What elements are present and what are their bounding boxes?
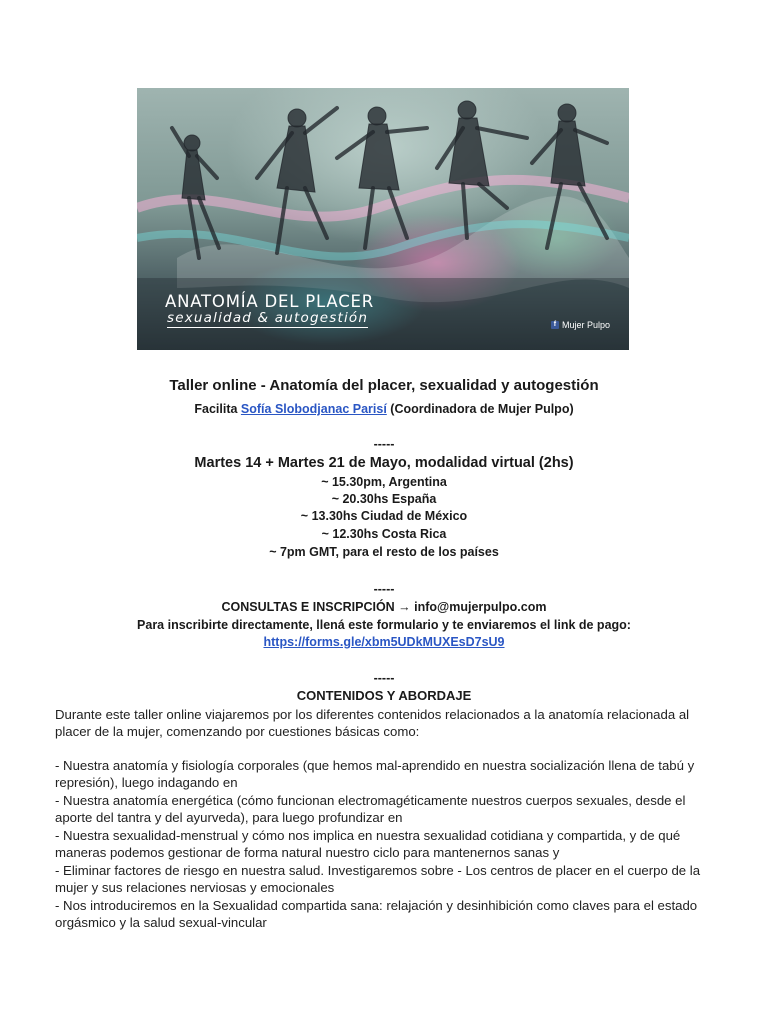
content-item: - Nuestra anatomía y fisiología corporales (que hemos mal-aprendido en nuestra socialización llena de tabú y represión), luego indagando en bbox=[55, 758, 695, 790]
separator: ----- bbox=[373, 582, 395, 596]
time-costa-rica: ~ 12.30hs Costa Rica bbox=[321, 527, 447, 541]
content-item: - Nuestra sexualidad-menstrual y cómo nos implica en nuestra sexualidad cotidiana y compartida, y de qué maneras podemos gestionar de forma natural nuestro ciclo para mantenernos sanas y bbox=[55, 828, 681, 860]
contact-heading: CONSULTAS E INSCRIPCIÓN → info@mujerpulpo.com bbox=[221, 600, 547, 614]
content-item: - Nuestra anatomía energética (cómo funcionan electromagéticamente nuestros cuerpos sexuales, desde el aporte del tantra y del ayurveda), para luego profundizar en bbox=[55, 793, 686, 825]
banner-subtitle: sexualidad & autogestión bbox=[167, 310, 369, 326]
facilitator-prefix: Facilita bbox=[194, 402, 238, 416]
separator: ----- bbox=[373, 671, 395, 685]
registration-form-link[interactable]: https://forms.gle/xbm5UDkMUXEsD7sU9 bbox=[263, 635, 505, 649]
time-argentina: ~ 15.30pm, Argentina bbox=[321, 475, 447, 489]
banner-brand bbox=[551, 320, 610, 330]
facilitator-line bbox=[0, 402, 768, 416]
banner-title: ANATOMÍA DEL PLACER bbox=[165, 292, 375, 311]
contents-heading: CONTENIDOS Y ABORDAJE bbox=[296, 688, 472, 703]
facebook-icon: f bbox=[551, 321, 559, 329]
contents-intro: Durante este taller online viajaremos por los diferentes contenidos relacionados a la anatomía relacionada al placer de la mujer, comenzando por cuestiones básicas como: bbox=[55, 707, 690, 739]
banner-brand-label: Mujer Pulpo bbox=[561, 320, 610, 330]
workshop-banner-image bbox=[137, 88, 629, 350]
workshop-title: Taller online - Anatomía del placer, sexualidad y autogestión bbox=[169, 377, 599, 394]
separator: ----- bbox=[373, 437, 395, 451]
facilitator-link[interactable]: Sofía Slobodjanac Parisí bbox=[240, 402, 387, 416]
form-link-line bbox=[0, 635, 768, 649]
time-mexico: ~ 13.30hs Ciudad de México bbox=[300, 509, 468, 523]
event-dates: Martes 14 + Martes 21 de Mayo, modalidad virtual (2hs) bbox=[194, 455, 574, 471]
form-instructions: Para inscribirte directamente, llená este formulario y te enviaremos el link de pago: bbox=[137, 618, 631, 632]
content-item: - Eliminar factores de riesgo en nuestra salud. Investigaremos sobre - Los centros de placer en el cuerpo de la mujer y sus relaciones nerviosas y emocionales bbox=[55, 863, 701, 895]
facilitator-role: (Coordinadora de Mujer Pulpo) bbox=[390, 402, 574, 416]
time-spain: ~ 20.30hs España bbox=[331, 492, 437, 506]
time-gmt: ~ 7pm GMT, para el resto de los países bbox=[269, 545, 499, 559]
content-item: - Nos introduciremos en la Sexualidad compartida sana: relajación y desinhibición como claves para el estado orgásmico y la salud sexual-vincular bbox=[55, 898, 698, 930]
